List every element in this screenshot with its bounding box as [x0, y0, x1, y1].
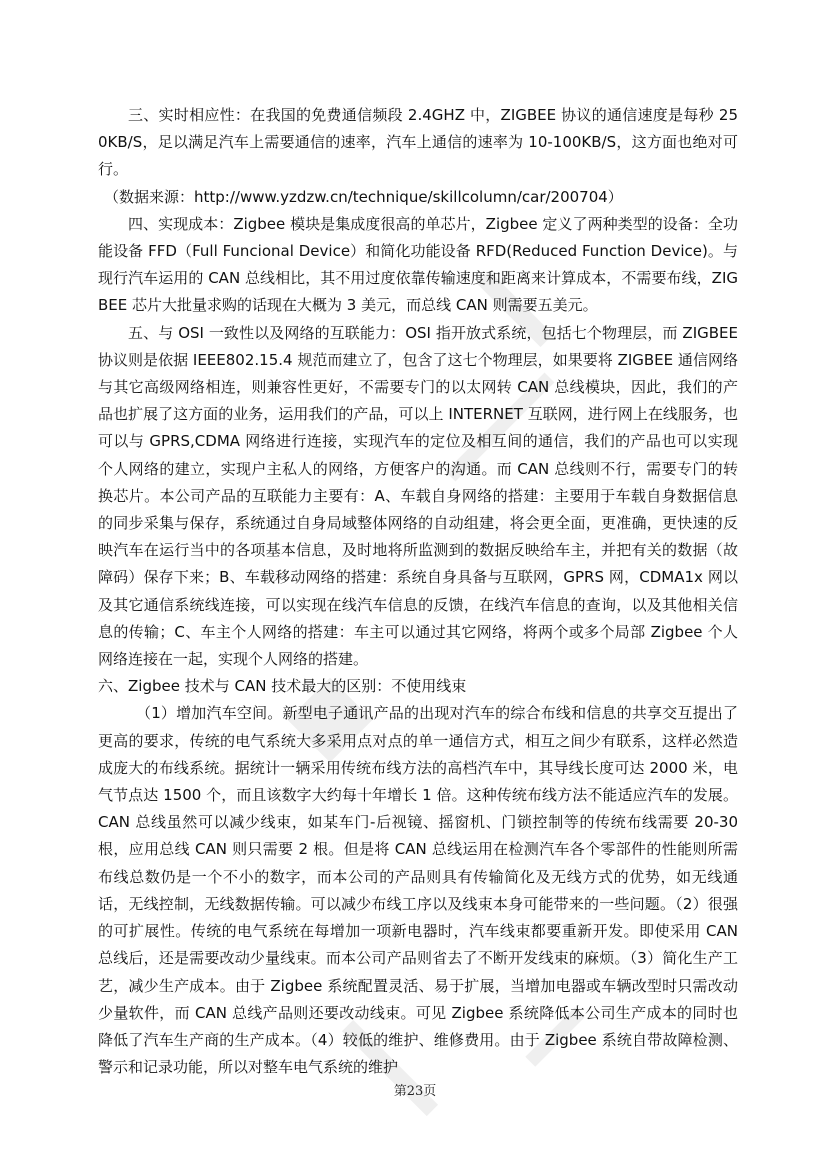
paragraph-cost: 四、实现成本：Zigbee 模块是集成度很高的单芯片，Zigbee 定义了两种类型的设备：全功能设备 FFD（Full Funcional Device）和简化功能设备 RFD(Reduced Function Device)。与现行汽车运用的 CAN 总线相比，其不用过度依靠传输速度和距离来计算成本，不需要布线，ZIGBEE 芯片大批量求购的话现在大概为 3 美元，而总线 CAN 则需要五美元。 — [98, 214, 738, 315]
paragraph-realtime: 三、实时相应性：在我国的免费通信频段 2.4GHZ 中，ZIGBEE 协议的通信速度是每秒 250KB/S，足以满足汽车上需要通信的速率，汽车上通信的速率为 10-100KB/S，这方面也绝对可行。 — [98, 106, 738, 179]
paragraph-data-source: （数据来源：http://www.yzdzw.cn/technique/skillcolumn/car/200704） — [104, 187, 623, 206]
page-number: 第23页 — [393, 1084, 437, 1099]
paragraph-advantages: （1）增加汽车空间。新型电子通讯产品的出现对汽车的综合布线和信息的共享交互提出了更高的要求，传统的电气系统大多采用点对点的单一通信方式，相互之间少有联系，这样必然造成庞大的布线系统。据统计一辆采用传统布线方法的高档汽车中，其导线长度可达 2000 米，电气节点达 1500 个，而且该数字大约每十年增长 1 倍。这种传统布线方法不能适应汽车的发展。CAN 总线虽然可以减少线束，如某车门-后视镜、摇窗机、门锁控制等的传统布线需要 20-30 根，应用总线 CAN 则只需要 2 根。但是将 CAN 总线运用在检测汽车各个零部件的性能则所需布线总数仍是一个不小的数字，而本公司的产品则具有传输简化及无线方式的优势，如无线通话，无线控制，无线数据传输。可以减少布线工序以及线束本身可能带来的一些问题。（2）很强的可扩展性。传统的电气系统在每增加一项新电器时，汽车线束都要重新开发。即使采用 CAN 总线后，还是需要改动少量线束。而本公司产品则省去了不断开发线束的麻烦。（3）简化生产工艺，减少生产成本。由于 Zigbee 系统配置灵活、易于扩展，当增加电器或车辆改型时只需改动少量软件，而 CAN 总线产品则还要改动线束。可见 Zigbee 系统降低本公司生产成本的同时也降低了汽车生产商的生产成本。（4）较低的维护、维修费用。由于 Zigbee 系统自带故障检测、警示和记录功能，所以对整车电气系统的维护 — [98, 704, 738, 1077]
section-heading-difference: 六、Zigbee 技术与 CAN 技术最大的区别：不使用线束 — [98, 677, 467, 696]
document-body — [98, 102, 738, 1081]
paragraph-osi-interconnect: 五、与 OSI 一致性以及网络的互联能力：OSI 指开放式系统，包括七个物理层，而 ZIGBEE 协议则是依据 IEEE802.15.4 规范而建立了，包含了这七个物理层，如果要将 ZIGBEE 通信网络与其它高级网络相连，则兼容性更好，不需要专门的以太网转 CAN 总线模块，因此，我们的产品也扩展了这方面的业务，运用我们的产品，可以上 INTERNET 互联网，进行网上在线服务，也可以与 GPRS,CDMA 网络进行连接，实现汽车的定位及相互间的通信，我们的产品也可以实现个人网络的建立，实现户主私人的网络，方便客户的沟通。而 CAN 总线则不行，需要专门的转换芯片。本公司产品的互联能力主要有：A、车载自身网络的搭建：主要用于车载自身数据信息的同步采集与保存，系统通过自身局域整体网络的自动组建，将会更全面，更准确，更快速的反映汽车在运行当中的各项基本信息，及时地将所监测到的数据反映给车主，并把有关的数据（故障码）保存下来；B、车载移动网络的搭建：系统自身具备与互联网，GPRS 网，CDMA1x 网以及其它通信系统线连接，可以实现在线汽车信息的反馈，在线汽车信息的查询，以及其他相关信息的传输；C、车主个人网络的搭建：车主可以通过其它网络，将两个或多个局部 Zigbee 个人网络连接在一起，实现个人网络的搭建。 — [98, 323, 738, 669]
